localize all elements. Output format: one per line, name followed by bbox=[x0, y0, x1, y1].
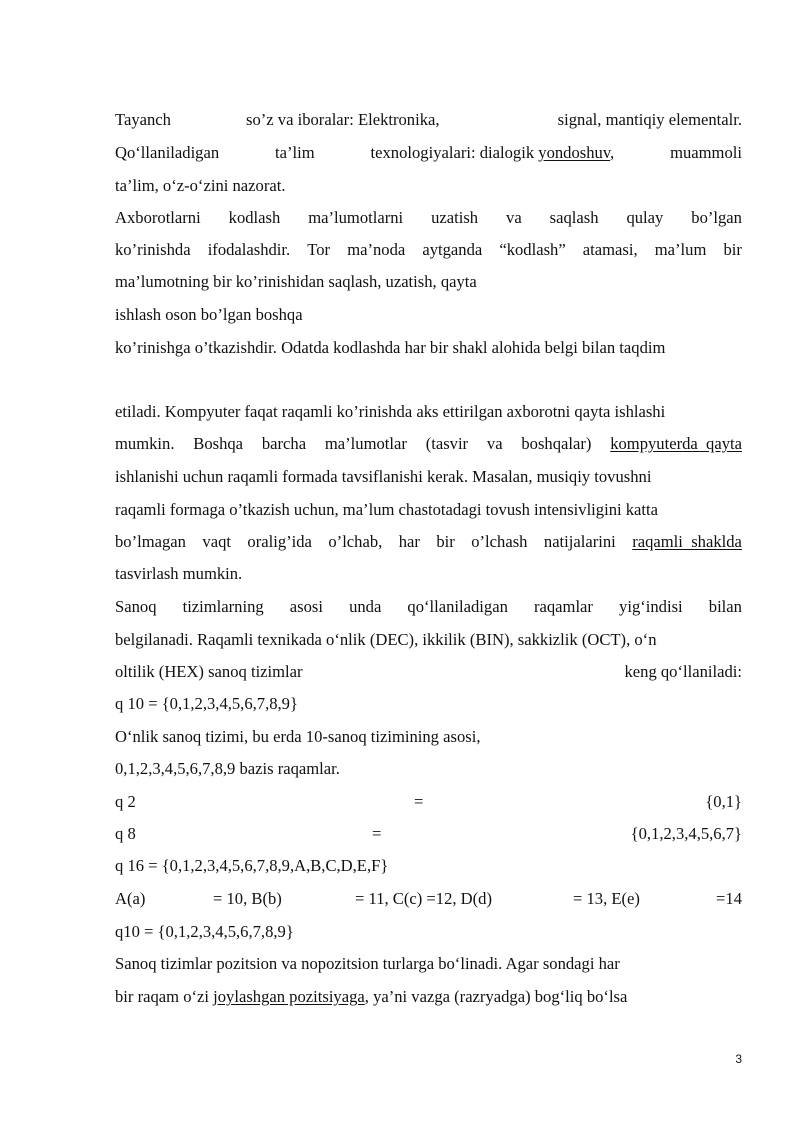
word: Sanoq bbox=[115, 597, 157, 616]
tech-word: Qo‘llaniladigan bbox=[115, 143, 220, 162]
formula-part: = 11, C(c) =12, D(d) bbox=[355, 889, 492, 908]
word: va bbox=[506, 208, 522, 227]
formula-part: = bbox=[372, 824, 382, 843]
word: natijalarini bbox=[543, 532, 616, 551]
word: ifodalashdir. bbox=[207, 240, 291, 259]
tech-word: ta’lim bbox=[275, 143, 315, 162]
word: kodlash bbox=[228, 208, 281, 227]
formula-part: {0,1} bbox=[705, 792, 742, 811]
para1-line-3: ma’lumotning bir ko’rinishidan saqlash, uzatish, qayta bbox=[115, 272, 477, 291]
technologies-line-2: ta’lim, o‘z-o‘zini nazorat. bbox=[115, 176, 286, 195]
para2-line-1: etiladi. Kompyuter faqat raqamli ko’rinishda aks ettirilgan axborotni qayta ishlashi bbox=[115, 402, 666, 421]
word: unda bbox=[349, 597, 382, 616]
formula-part: = 10, B(b) bbox=[213, 889, 282, 908]
formula-q16: q 16 = {0,1,2,3,4,5,6,7,8,9,A,B,C,D,E,F} bbox=[115, 856, 389, 875]
word: bo’lmagan bbox=[115, 532, 186, 551]
para2-line-3: ishlanishi uchun raqamli formada tavsiflanishi kerak. Masalan, musiqiy tovushni bbox=[115, 467, 652, 486]
word: bir bbox=[436, 532, 455, 551]
word: tizimlarning bbox=[182, 597, 264, 616]
line-part: , ya’ni vazga (razryadga) bog‘liq bo‘lsa bbox=[364, 987, 628, 1006]
word: aytganda bbox=[422, 240, 483, 259]
word: vaqt bbox=[202, 532, 231, 551]
para2-line-5 bbox=[115, 532, 742, 552]
formula-part: = 13, E(e) bbox=[573, 889, 640, 908]
word: atamasi, bbox=[582, 240, 638, 259]
word: saqlash bbox=[549, 208, 599, 227]
word: raqamlar bbox=[533, 597, 593, 616]
underlined-term: joylashgan pozitsiyaga bbox=[213, 987, 365, 1006]
line-part: keng qo‘llaniladi: bbox=[624, 662, 742, 681]
word: bir bbox=[723, 240, 742, 259]
tech-word bbox=[371, 143, 615, 163]
word: bo’lgan bbox=[691, 208, 742, 227]
formula-part: q 8 bbox=[115, 824, 136, 843]
word: ma’noda bbox=[347, 240, 406, 259]
decimal-digits: 0,1,2,3,4,5,6,7,8,9 bazis raqamlar. bbox=[115, 759, 340, 778]
word: o’lchash bbox=[471, 532, 528, 551]
word: va bbox=[486, 434, 503, 453]
word: uzatish bbox=[431, 208, 479, 227]
word: oralig’ida bbox=[247, 532, 312, 551]
word: boshqalar) bbox=[521, 434, 592, 453]
decimal-description: O‘nlik sanoq tizimi, bu erda 10-sanoq tizimining asosi, bbox=[115, 727, 481, 746]
word: qo‘llaniladigan bbox=[407, 597, 508, 616]
para1-line-2 bbox=[115, 240, 742, 260]
word: mumkin. bbox=[115, 434, 175, 453]
para3-line-2: belgilanadi. Raqamli texnikada o‘nlik (DEC), ikkilik (BIN), sakkizlik (OCT), o‘n bbox=[115, 630, 657, 649]
tech-text: texnologiyalari: dialogik bbox=[370, 143, 539, 162]
formula-part: {0,1,2,3,4,5,6,7} bbox=[630, 824, 742, 843]
line-part: oltilik (HEX) sanoq tizimlar bbox=[115, 662, 303, 681]
underlined-term: yondoshuv bbox=[538, 143, 611, 162]
para4-line-1: Sanoq tizimlar pozitsion va nopozitsion turlarga bo‘linadi. Agar sondagi har bbox=[115, 954, 620, 973]
formula-part: A(a) bbox=[115, 889, 146, 908]
tech-text: , bbox=[610, 143, 615, 162]
para4-line-2 bbox=[115, 987, 742, 1007]
para3-line-3 bbox=[115, 662, 742, 682]
word: ma’lumotlarni bbox=[308, 208, 404, 227]
keywords-word: so’z va iboralar: Elektronika, bbox=[246, 110, 440, 129]
formula-part: = bbox=[414, 792, 424, 811]
word: o’lchab, bbox=[328, 532, 383, 551]
para3-line-1 bbox=[115, 597, 742, 617]
para1-line-4: ishlash oson bo’lgan boshqa bbox=[115, 305, 303, 324]
keywords-word: Tayanch bbox=[115, 110, 171, 129]
word: ko’rinishda bbox=[115, 240, 191, 259]
word: (tasvir bbox=[425, 434, 469, 453]
para1-line-5: ko’rinishga o’tkazishdir. Odatda kodlashda har bir shakl alohida belgi bilan taqdim bbox=[115, 338, 666, 357]
line-part: bir raqam o‘zi bbox=[115, 987, 214, 1006]
formula-q10: q 10 = {0,1,2,3,4,5,6,7,8,9} bbox=[115, 694, 298, 713]
word: asosi bbox=[289, 597, 323, 616]
page-number: 3 bbox=[735, 1052, 742, 1066]
word: Boshqa bbox=[193, 434, 244, 453]
formula-part: =14 bbox=[716, 889, 742, 908]
word: qulay bbox=[626, 208, 664, 227]
para2-line-4: raqamli formaga o’tkazish uchun, ma’lum chastotadagi tovush intensivligini katta bbox=[115, 500, 659, 519]
word: yig‘indisi bbox=[619, 597, 683, 616]
underlined-term: kompyuterda qayta bbox=[610, 434, 742, 453]
tech-word: muammoli bbox=[670, 143, 742, 162]
word: har bbox=[398, 532, 420, 551]
word: “kodlash” bbox=[499, 240, 566, 259]
word: ma’lum bbox=[654, 240, 707, 259]
word: barcha bbox=[261, 434, 307, 453]
word: ma’lumotlar bbox=[324, 434, 407, 453]
para1-line-1 bbox=[115, 208, 742, 228]
technologies-line bbox=[115, 143, 742, 163]
formula-q10b: q10 = {0,1,2,3,4,5,6,7,8,9} bbox=[115, 922, 294, 941]
underlined-term: raqamli shaklda bbox=[632, 532, 742, 551]
word: Tor bbox=[307, 240, 331, 259]
keywords-word: signal, mantiqiy elementalr. bbox=[557, 110, 742, 129]
word: Axborotlarni bbox=[115, 208, 201, 227]
formula-part: q 2 bbox=[115, 792, 136, 811]
para2-line-2 bbox=[115, 434, 742, 454]
word: bilan bbox=[708, 597, 742, 616]
para2-line-6: tasvirlash mumkin. bbox=[115, 564, 243, 583]
